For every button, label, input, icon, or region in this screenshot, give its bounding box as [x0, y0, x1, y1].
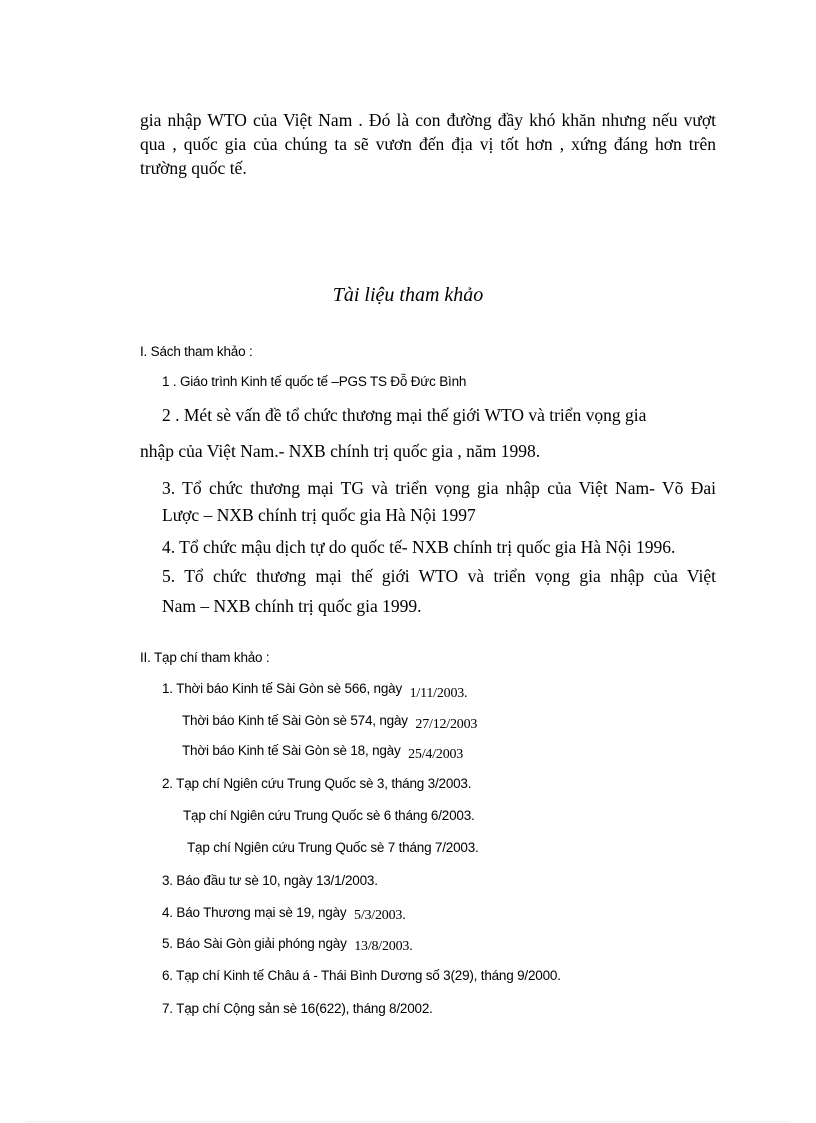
- journal-item-1b-date: 27/12/2003: [415, 717, 478, 732]
- book-item-3-line-2: Lược – NXB chính trị quốc gia Hà Nội 1997: [162, 505, 476, 525]
- book-item-5-line-2: Nam – NXB chính trị quốc gia 1999.: [162, 596, 422, 616]
- books-heading: I. Sách tham khảo :: [140, 344, 253, 359]
- intro-paragraph: gia nhập WTO của Việt Nam . Đó là con đường đầy khó khăn nhưng nếu vượt qua , quốc gia của chúng ta sẽ vươn đến địa vị tốt hơn , xứng đáng hơn trên trường quốc tế.: [140, 110, 716, 178]
- journal-item-2b: Tạp chí Ngiên cứu Trung Quốc sè 6 tháng 6/2003.: [183, 808, 475, 823]
- journal-item-4-text: 4. Báo Thương mại sè 19, ngày: [162, 905, 347, 920]
- journals-heading: II. Tạp chí tham khảo :: [140, 650, 270, 665]
- journal-item-1c: [182, 743, 463, 760]
- journal-item-1a: [162, 681, 468, 701]
- journal-item-1b: [182, 713, 477, 730]
- journal-item-5-date: 13/8/2003.: [354, 939, 413, 954]
- journal-item-4: [162, 905, 406, 922]
- journal-item-1c-date: 25/4/2003: [408, 747, 464, 762]
- journal-item-3: 3. Báo đầu tư sè 10, ngày 13/1/2003.: [162, 873, 378, 888]
- references-title: Tài liệu tham khảo: [332, 284, 484, 306]
- journal-item-5-text: 5. Báo Sài Gòn giải phóng ngày: [162, 936, 347, 951]
- journal-item-6: 6. Tạp chí Kinh tế Châu á - Thái Bình Dương số 3(29), tháng 9/2000.: [162, 968, 561, 983]
- journal-item-2c: Tạp chí Ngiên cứu Trung Quốc sè 7 tháng 7/2003.: [187, 840, 479, 855]
- book-item-3-line-1: 3. Tổ chức thương mại TG và triển vọng gia nhập của Việt Nam- Võ Đai: [162, 478, 716, 498]
- journal-item-7: 7. Tạp chí Cộng sản sè 16(622), tháng 8/2002.: [162, 1001, 433, 1016]
- book-item-1: 1 . Giáo trình Kinh tế quốc tế –PGS TS Đỗ Đức Bình: [162, 374, 467, 389]
- book-item-2-line-2: nhập của Việt Nam.- NXB chính trị quốc gia , năm 1998.: [140, 441, 541, 461]
- book-item-5-line-1: 5. Tổ chức thương mại thế giới WTO và triển vọng gia nhập của Việt: [162, 566, 716, 586]
- book-item-4: 4. Tổ chức mậu dịch tự do quốc tế- NXB chính trị quốc gia Hà Nội 1996.: [162, 537, 676, 557]
- journal-item-1c-text: Thời báo Kinh tế Sài Gòn sè 18, ngày: [182, 743, 401, 758]
- page-bottom-rule: [28, 1121, 788, 1122]
- journal-item-2a: 2. Tạp chí Ngiên cứu Trung Quốc sè 3, tháng 3/2003.: [162, 776, 472, 791]
- journal-item-4-date: 5/3/2003.: [354, 908, 406, 923]
- journal-item-1a-date: 1/11/2003.: [409, 686, 468, 701]
- book-item-2-line-1: 2 . Mét sè vấn đề tổ chức thương mại thế giới WTO và triển vọng gia: [162, 405, 647, 425]
- journal-item-1a-text: 1. Thời báo Kinh tế Sài Gòn sè 566, ngày: [162, 681, 403, 696]
- journal-item-5: [162, 936, 413, 953]
- journal-item-1b-text: Thời báo Kinh tế Sài Gòn sè 574, ngày: [182, 713, 408, 728]
